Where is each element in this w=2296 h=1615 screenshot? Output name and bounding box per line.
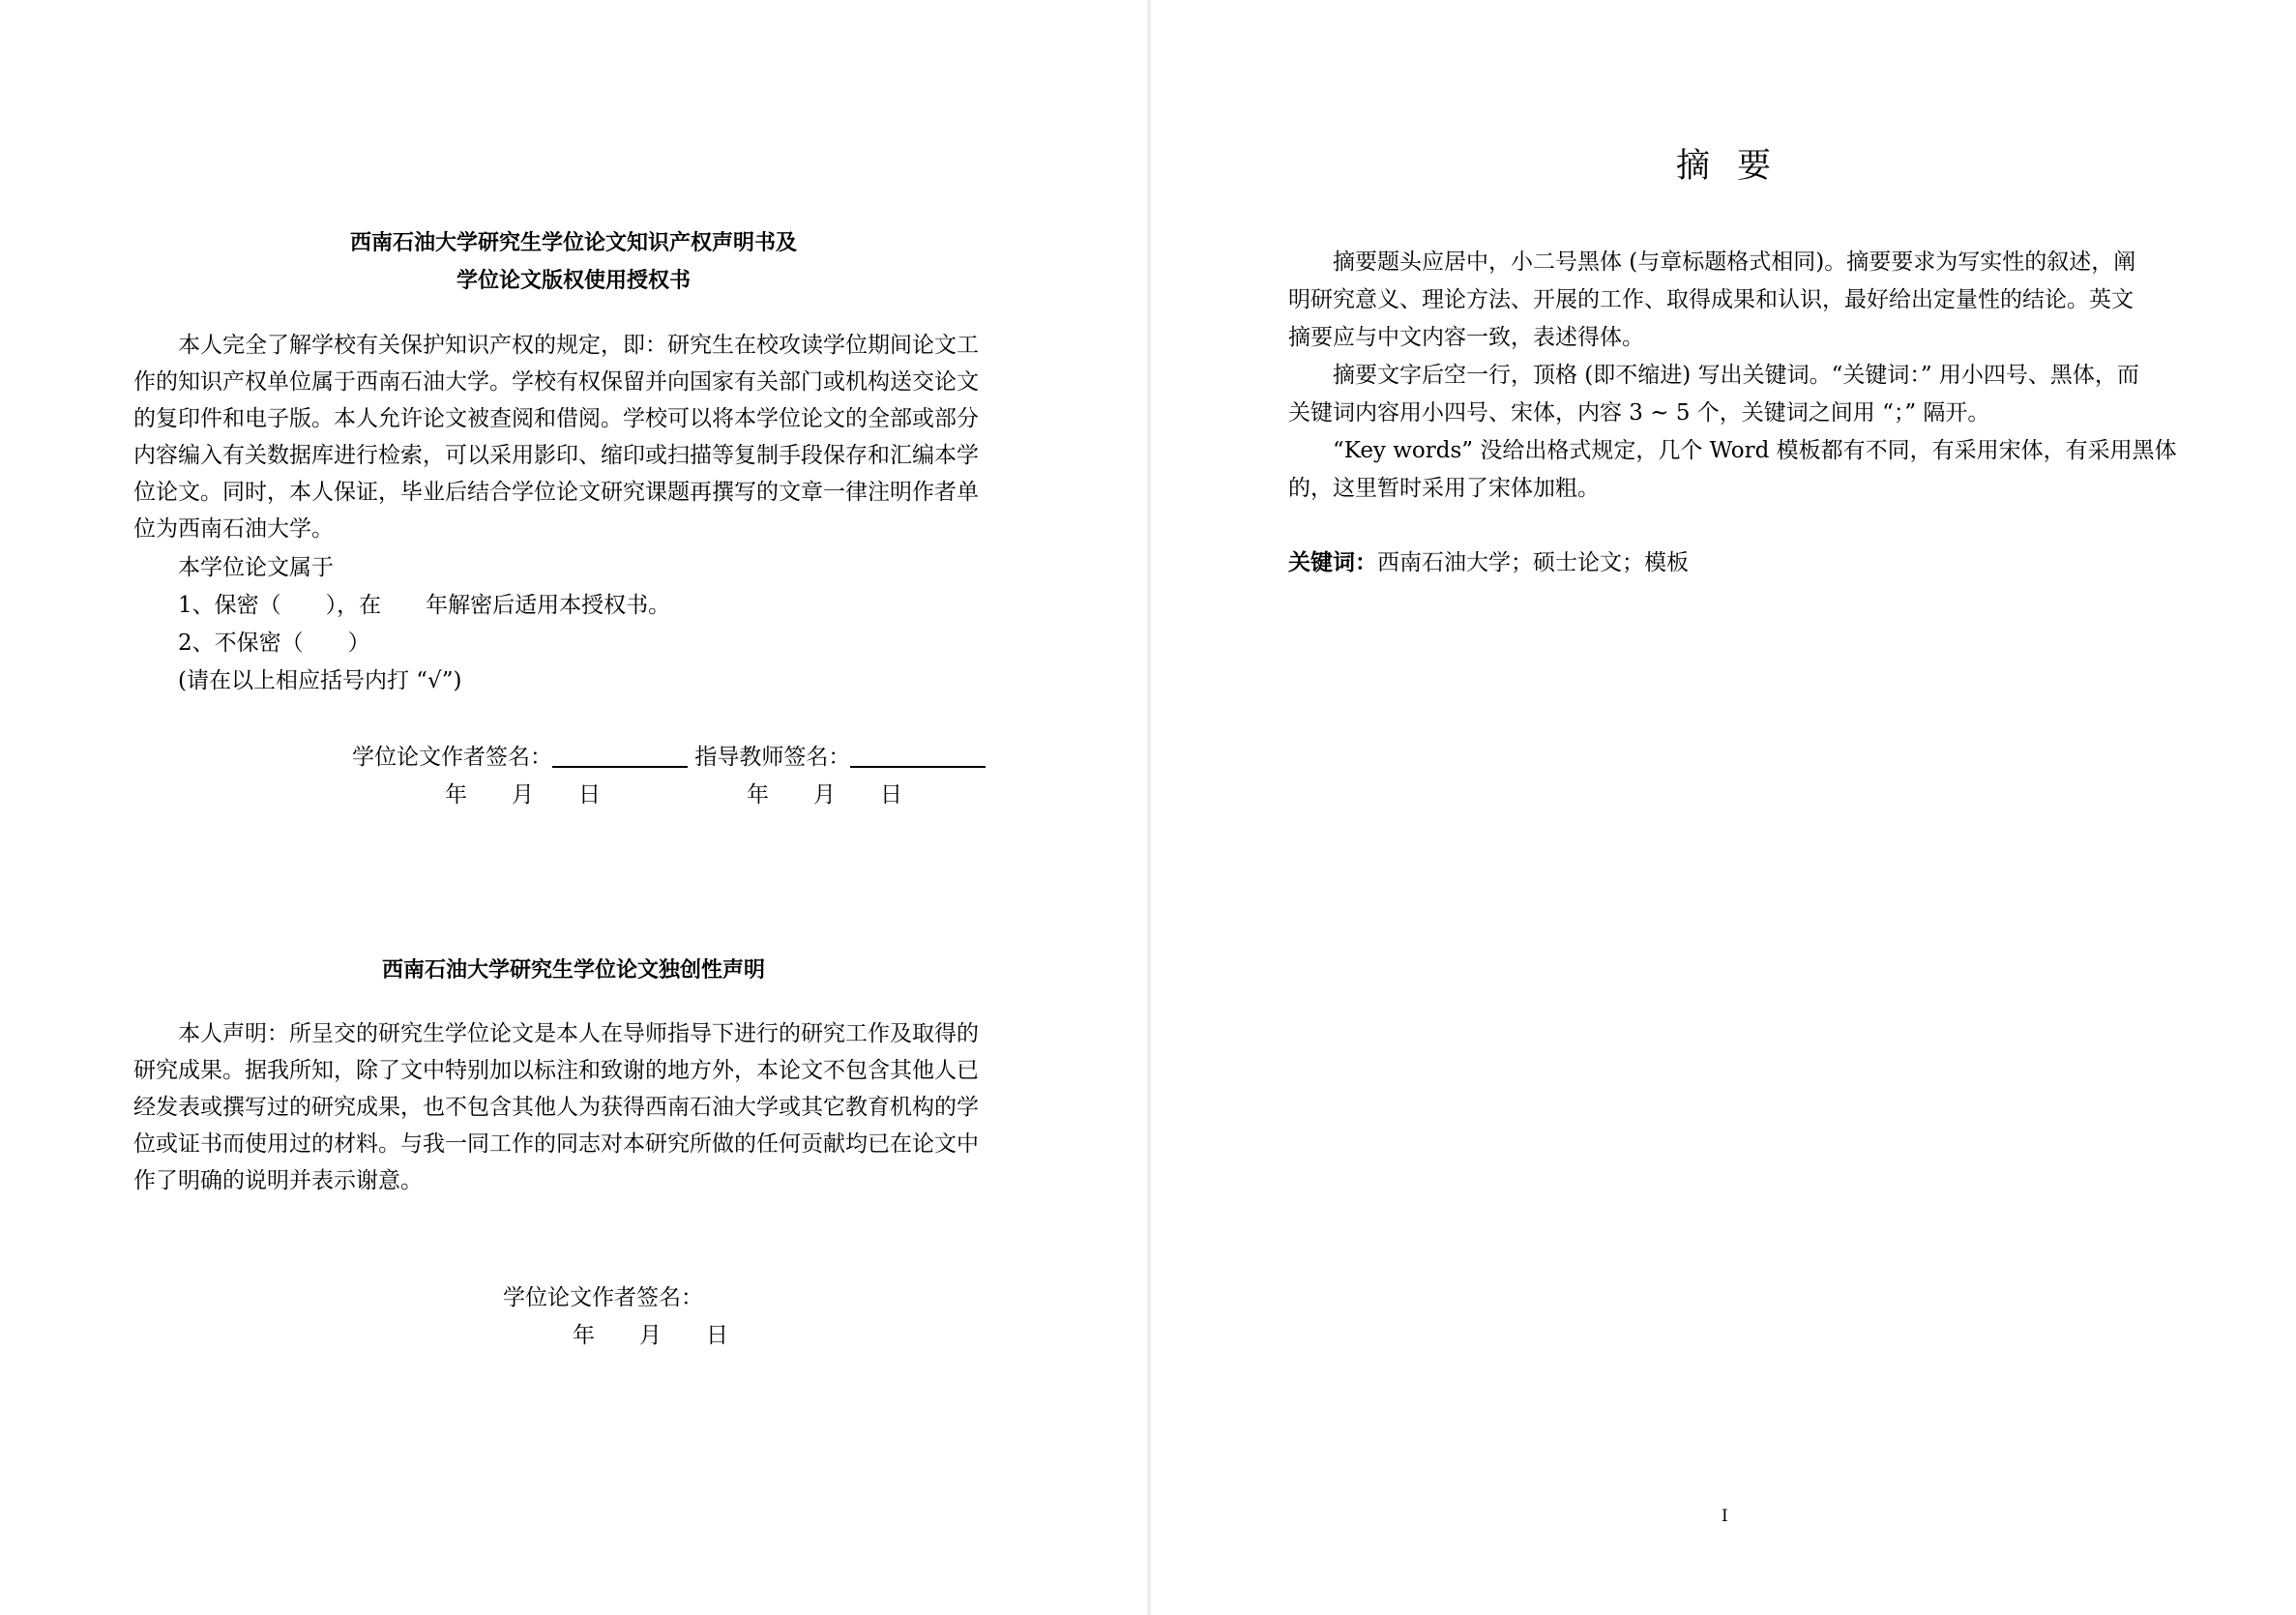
declaration-body-line: 作的知识产权单位属于西南石油大学。学校有权保留并向国家有关部门或机构送交论文 <box>133 369 979 395</box>
advisor-date: 年 月 日 <box>747 782 902 808</box>
check-instruction: (请在以上相应括号内打 “√”) <box>178 668 462 693</box>
declaration-body-line: 内容编入有关数据库进行检索，可以采用影印、缩印或扫描等复制手段保存和汇编本学 <box>133 443 979 468</box>
author-date: 年 月 日 <box>445 782 601 808</box>
right-page <box>1151 0 2296 1615</box>
declaration-body-line: 的复印件和电子版。本人允许论文被查阅和借阅。学校可以将本学位论文的全部或部分 <box>133 406 979 431</box>
declaration-body-line: 本人完全了解学校有关保护知识产权的规定，即：研究生在校攻读学位期间论文工 <box>178 333 979 358</box>
originality-body-line: 位或证书而使用过的材料。与我一同工作的同志对本研究所做的任何贡献均已在论文中 <box>133 1131 979 1157</box>
originality-body-line: 研究成果。据我所知，除了文中特别加以标注和致谢的地方外，本论文不包含其他人已 <box>133 1058 979 1083</box>
originality-sign-label: 学位论文作者签名： <box>503 1285 703 1310</box>
abstract-heading: 摘要 <box>1675 147 1798 186</box>
keywords-value: 西南石油大学；硕士论文；模板 <box>1377 550 1689 575</box>
advisor-signature-line <box>850 743 986 768</box>
abstract-line: “Key words” 没给出格式规定，几个 Word 模板都有不同，有采用宋体，有采用黑体 <box>1333 438 2177 463</box>
originality-body-line: 经发表或撰写过的研究成果，也不包含其他人为获得西南石油大学或其它教育机构的学 <box>133 1095 979 1120</box>
declaration-title-line2: 学位论文版权使用授权书 <box>456 269 691 293</box>
abstract-line: 关键词内容用小四号、宋体，内容 3 ~ 5 个，关键词之间用 “；” 隔开。 <box>1288 400 1990 426</box>
author-signature-line <box>552 743 688 768</box>
originality-date: 年 月 日 <box>573 1323 728 1348</box>
abstract-line: 摘要文字后空一行，顶格 (即不缩进) 写出关键词。“关键词：” 用小四号、黑体，而 <box>1333 363 2139 388</box>
keywords-label: 关键词： <box>1288 550 1377 575</box>
option-confidential: 1、保密（ ），在 年解密后适用本授权书。 <box>178 593 671 618</box>
abstract-line: 摘要应与中文内容一致，表述得体。 <box>1288 325 1644 350</box>
declaration-title-line1: 西南石油大学研究生学位论文知识产权声明书及 <box>349 231 797 255</box>
option-not-confidential: 2、不保密（ ） <box>178 631 370 656</box>
signature-row <box>352 739 986 776</box>
declaration-body-line: 位论文。同时，本人保证，毕业后结合学位论文研究课题再撰写的文章一律注明作者单 <box>133 480 979 505</box>
declaration-body-line: 位为西南石油大学。 <box>133 516 334 542</box>
abstract-line: 明研究意义、理论方法、开展的工作、取得成果和认识，最好给出定量性的结论。英文 <box>1288 287 2134 312</box>
originality-body-line: 本人声明：所呈交的研究生学位论文是本人在导师指导下进行的研究工作及取得的 <box>178 1021 979 1046</box>
abstract-line: 摘要题头应居中，小二号黑体 (与章标题格式相同)。摘要要求为写实性的叙述，阐 <box>1333 250 2136 275</box>
advisor-sign-label: 指导教师签名： <box>694 745 851 770</box>
left-page <box>0 0 1147 1615</box>
keywords-row <box>1288 544 1689 581</box>
author-sign-label: 学位论文作者签名： <box>352 745 552 770</box>
abstract-line: 的，这里暂时采用了宋体加粗。 <box>1288 476 1600 501</box>
originality-body-line: 作了明确的说明并表示谢意。 <box>133 1168 423 1193</box>
page-number: I <box>1722 1507 1728 1526</box>
originality-title: 西南石油大学研究生学位论文独创性声明 <box>381 958 765 983</box>
belongs-label: 本学位论文属于 <box>178 555 334 580</box>
